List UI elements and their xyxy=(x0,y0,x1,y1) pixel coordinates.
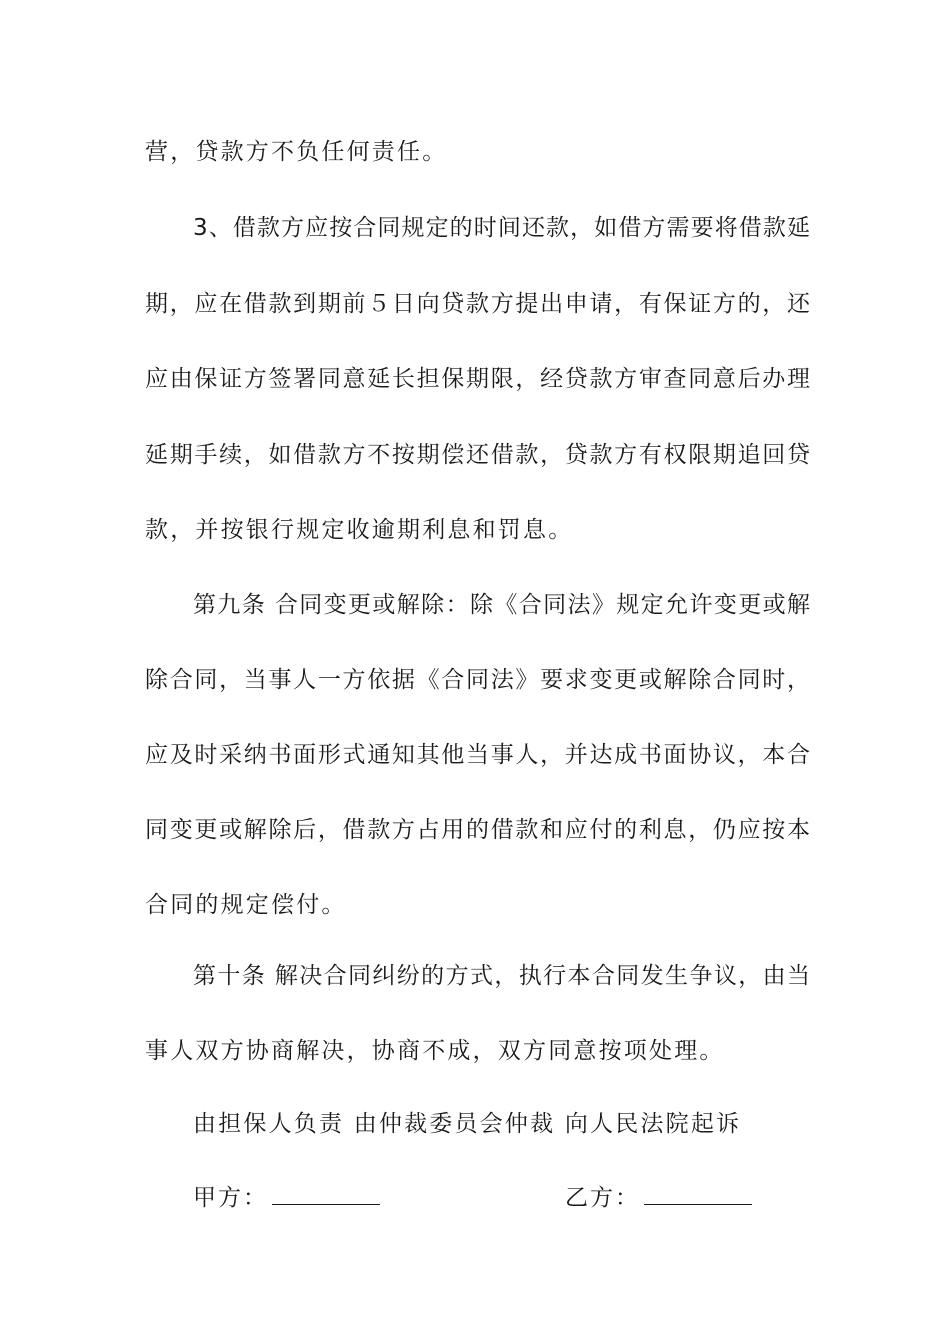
dispute-options-line: 由担保人负责 由仲裁委员会仲裁 向人民法院起诉 xyxy=(193,1111,742,1137)
paragraph-line: 营，贷款方不负任何责任。 xyxy=(145,139,448,165)
paragraph-line: 事人双方协商解决，协商不成，双方同意按项处理。 xyxy=(145,1038,725,1064)
article-10-heading-line: 第十条 解决合同纠纷的方式，执行本合同发生争议，由当 xyxy=(193,963,810,989)
party-a-label: 甲方： xyxy=(193,1185,268,1211)
paragraph-line: 合同的规定偿付。 xyxy=(145,892,347,918)
paragraph-line: 同变更或解除后，借款方占用的借款和应付的利息，仍应按本 xyxy=(145,817,810,843)
party-b-blank-field[interactable] xyxy=(644,1182,752,1205)
party-a-blank-field[interactable] xyxy=(272,1182,380,1205)
paragraph-line: 延期手续，如借款方不按期偿还借款，贷款方有权限期追回贷 xyxy=(145,442,810,468)
paragraph-line: 应及时采纳书面形式通知其他当事人，并达成书面协议，本合 xyxy=(145,742,810,768)
party-a-signature xyxy=(193,1182,380,1213)
party-b-label: 乙方： xyxy=(565,1185,640,1211)
paragraph-line: 款，并按银行规定收逾期利息和罚息。 xyxy=(145,517,574,543)
paragraph-line: 除合同，当事人一方依据《合同法》要求变更或解除合同时， xyxy=(145,667,810,693)
paragraph-line: 应由保证方签署同意延长担保期限，经贷款方审查同意后办理 xyxy=(145,366,810,392)
party-b-signature xyxy=(565,1182,752,1213)
paragraph-line: 期，应在借款到期前５日向贷款方提出申请，有保证方的，还 xyxy=(145,291,810,317)
article-9-heading-line: 第九条 合同变更或解除：除《合同法》规定允许变更或解 xyxy=(193,592,810,618)
paragraph-line: 3、借款方应按合同规定的时间还款，如借方需要将借款延 xyxy=(193,215,810,241)
